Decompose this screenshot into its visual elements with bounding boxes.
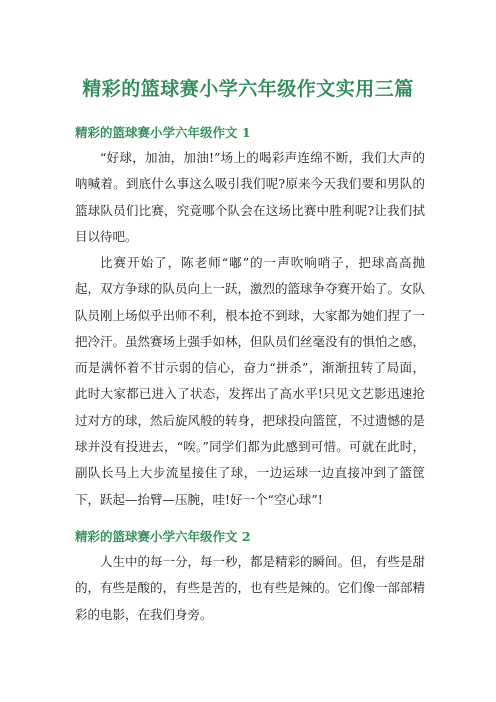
section-1-paragraph-1: “好球，加油，加油!”场上的喝彩声连绵不断，我们大声的呐喊着。到底什么事这么吸引我们呢?原来今天我们要和男队的篮球队员们比赛，究竟哪个队会在这场比赛中胜利呢?让我们拭目以待吧。 [75,150,425,244]
section-1-paragraph-2: 比赛开始了，陈老师“嘟”的一声吹响哨子，把球高高抛起，双方争球的队员向上一跃，激烈的篮球争夺赛开始了。女队队员刚上场似乎出师不利，根本抢不到球，大家都为她们捏了一把冷汗。虽然赛场上强手如林，但队员们丝毫没有的惧怕之感，而是满怀着不甘示弱的信心，奋力“拼杀”，渐渐扭转了局面，此时大家都已进入了状态，发挥出了高水平!只见文艺影迅速抢过对方的球，然后旋风般的转身，把球投向篮筐，不过遗憾的是球并没有投进去，“唉。”同学们都为此感到可惜。可就在此时，副队长马上大步流星接住了球，一边运球一边直接冲到了篮筐下，跃起—抬臂—压腕，哇!好一个“空心球”! [75,255,426,507]
document-title: 精彩的篮球赛小学六年级作文实用三篇 [82,78,414,100]
section-heading-1: 精彩的篮球赛小学六年级作文 1 [75,125,251,140]
section-2-paragraph-1: 人生中的每一分，每一秒，都是精彩的瞬间。但，有些是甜的，有些是酸的，有些是苦的，也有些是辣的。它们像一部部精彩的电影，在我们身旁。 [75,554,426,622]
section-heading-2: 精彩的篮球赛小学六年级作文 2 [75,529,251,544]
